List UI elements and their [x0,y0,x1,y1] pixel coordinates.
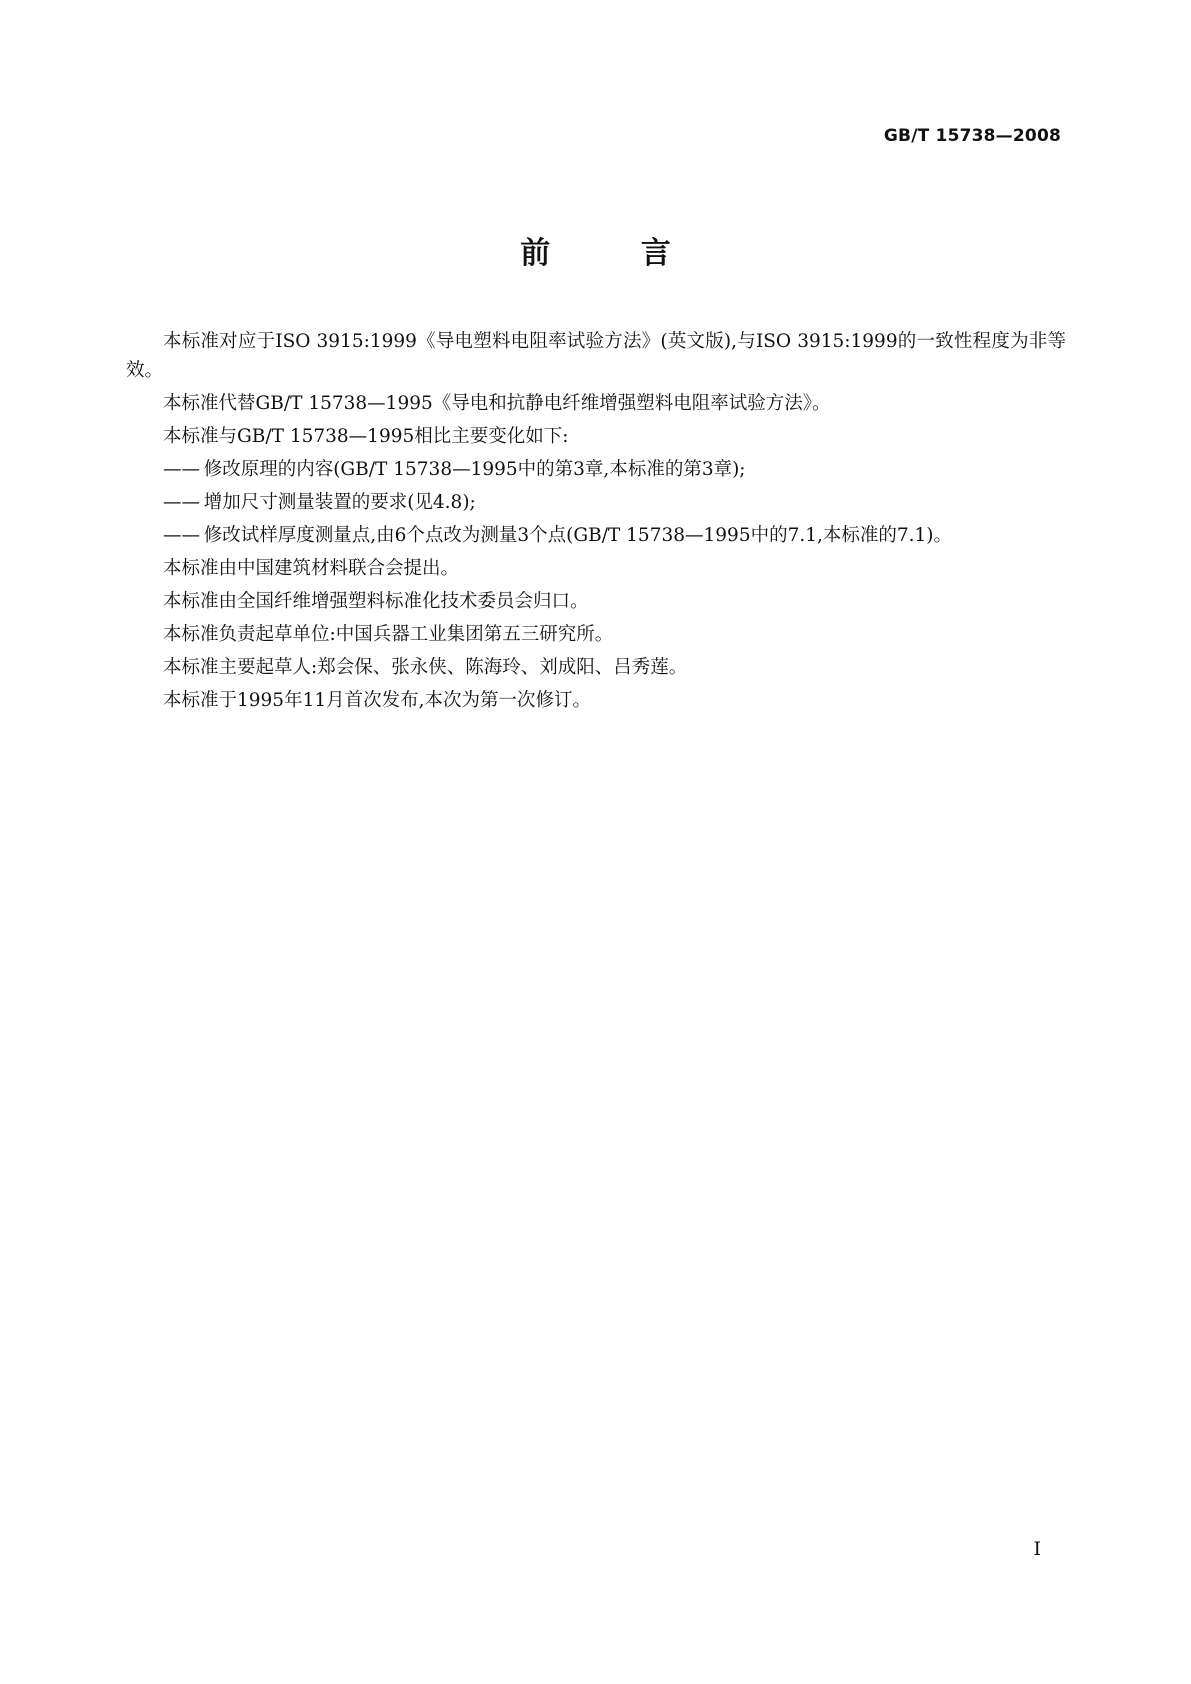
change-item-text: 修改原理的内容(GB/T 15738—1995中的第3章,本标准的第3章); [203,459,746,480]
paragraph-drafters: 本标准主要起草人:郑会保、张永侠、陈海玲、刘成阳、吕秀莲。 [163,657,688,678]
dash-marker: —— [163,492,200,513]
paragraph-drafting-unit: 本标准负责起草单位:中国兵器工业集团第五三研究所。 [163,624,614,645]
paragraph-correspondence: 本标准对应于ISO 3915:1999《导电塑料电阻率试验方法》(英文版),与ISO 3915:1999的一致性程度为非等效。 [126,331,1066,381]
paragraph-replaces: 本标准代替GB/T 15738—1995《导电和抗静电纤维增强塑料电阻率试验方法》。 [163,393,831,414]
paragraph-proposed-by: 本标准由中国建筑材料联合会提出。 [163,558,460,579]
foreword-body [126,327,1066,719]
paragraph-centralized-by: 本标准由全国纤维增强塑料标准化技术委员会归口。 [163,591,589,612]
change-item [126,521,1066,550]
change-item-text: 增加尺寸测量装置的要求(见4.8); [203,492,476,513]
page-title: 前 言 [520,236,711,271]
change-item [126,455,1066,484]
dash-marker: —— [163,459,200,480]
standard-code: GB/T 15738—2008 [883,126,1061,146]
paragraph-changes-intro: 本标准与GB/T 15738—1995相比主要变化如下: [163,426,569,447]
change-item [126,488,1066,517]
paragraph-issue-history: 本标准于1995年11月首次发布,本次为第一次修订。 [163,690,592,711]
change-item-text: 修改试样厚度测量点,由6个点改为测量3个点(GB/T 15738—1995中的7.1,本标准的7.1)。 [203,525,953,546]
dash-marker: —— [163,525,200,546]
page-number: I [1033,1538,1041,1560]
